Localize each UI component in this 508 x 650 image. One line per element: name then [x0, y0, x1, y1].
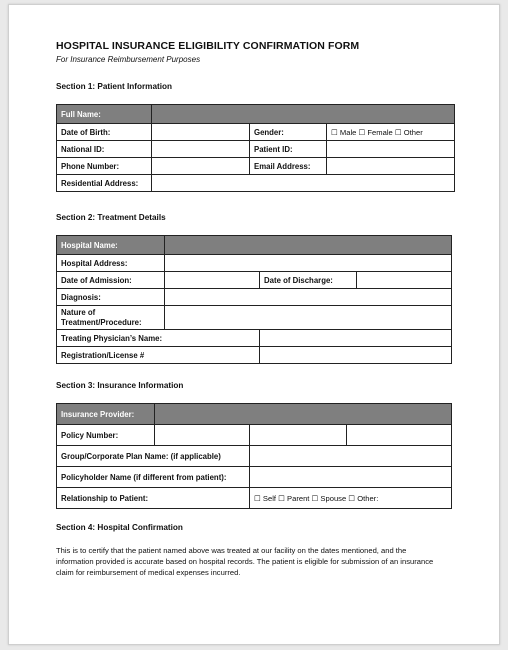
policy-number-field-1[interactable]: [155, 425, 250, 446]
registration-label: Registration/License #: [57, 347, 260, 364]
relationship-label: Relationship to Patient:: [57, 488, 250, 509]
policyholder-field[interactable]: [250, 467, 452, 488]
policyholder-label: Policyholder Name (if different from patient):: [57, 467, 250, 488]
dob-field[interactable]: [152, 124, 250, 141]
physician-field[interactable]: [260, 330, 452, 347]
nature-label: Nature of Treatment/Procedure:: [57, 306, 165, 330]
group-plan-field[interactable]: [250, 446, 452, 467]
full-name-label: Full Name:: [57, 105, 152, 124]
discharge-field[interactable]: [357, 272, 452, 289]
provider-field[interactable]: [155, 404, 452, 425]
patient-info-table: [56, 104, 455, 192]
form-title: HOSPITAL INSURANCE ELIGIBILITY CONFIRMATION FORM: [56, 40, 360, 52]
gender-label: Gender:: [250, 124, 327, 141]
section-2-heading: Section 2: Treatment Details: [56, 213, 166, 222]
national-id-field[interactable]: [152, 141, 250, 158]
diagnosis-label: Diagnosis:: [57, 289, 165, 306]
address-label: Residential Address:: [57, 175, 152, 192]
confirmation-paragraph: This is to certify that the patient named above was treated at our facility on the dates mentioned, and the information provided is accurate based on hospital records. The patient is eligible for submission of an insurance claim for reimbursement of medical expenses incurred.: [56, 546, 434, 578]
email-field[interactable]: [327, 158, 455, 175]
phone-label: Phone Number:: [57, 158, 152, 175]
address-field[interactable]: [152, 175, 455, 192]
provider-label: Insurance Provider:: [57, 404, 155, 425]
relationship-checkboxes[interactable]: ☐ Self ☐ Parent ☐ Spouse ☐ Other:: [250, 488, 452, 509]
section-3-heading: Section 3: Insurance Information: [56, 381, 184, 390]
hospital-address-field[interactable]: [165, 255, 452, 272]
full-name-field[interactable]: [152, 105, 455, 124]
patient-id-label: Patient ID:: [250, 141, 327, 158]
group-plan-label: Group/Corporate Plan Name: (if applicable): [57, 446, 250, 467]
gender-checkboxes[interactable]: ☐ Male ☐ Female ☐ Other: [327, 124, 455, 141]
admission-field[interactable]: [165, 272, 260, 289]
form-subtitle: For Insurance Reimbursement Purposes: [56, 55, 201, 64]
admission-label: Date of Admission:: [57, 272, 165, 289]
physician-label: Treating Physician’s Name:: [57, 330, 260, 347]
phone-field[interactable]: [152, 158, 250, 175]
policy-number-label: Policy Number:: [57, 425, 155, 446]
treatment-details-table: [56, 235, 452, 364]
discharge-label: Date of Discharge:: [260, 272, 357, 289]
national-id-label: National ID:: [57, 141, 152, 158]
nature-field[interactable]: [165, 306, 452, 330]
insurance-info-table: [56, 403, 452, 509]
dob-label: Date of Birth:: [57, 124, 152, 141]
section-4-heading: Section 4: Hospital Confirmation: [56, 523, 183, 532]
hospital-name-label: Hospital Name:: [57, 236, 165, 255]
section-1-heading: Section 1: Patient Information: [56, 82, 173, 91]
diagnosis-field[interactable]: [165, 289, 452, 306]
registration-field[interactable]: [260, 347, 452, 364]
patient-id-field[interactable]: [327, 141, 455, 158]
policy-number-field-3[interactable]: [347, 425, 452, 446]
email-label: Email Address:: [250, 158, 327, 175]
hospital-name-field[interactable]: [165, 236, 452, 255]
policy-number-field-2[interactable]: [250, 425, 347, 446]
hospital-address-label: Hospital Address:: [57, 255, 165, 272]
